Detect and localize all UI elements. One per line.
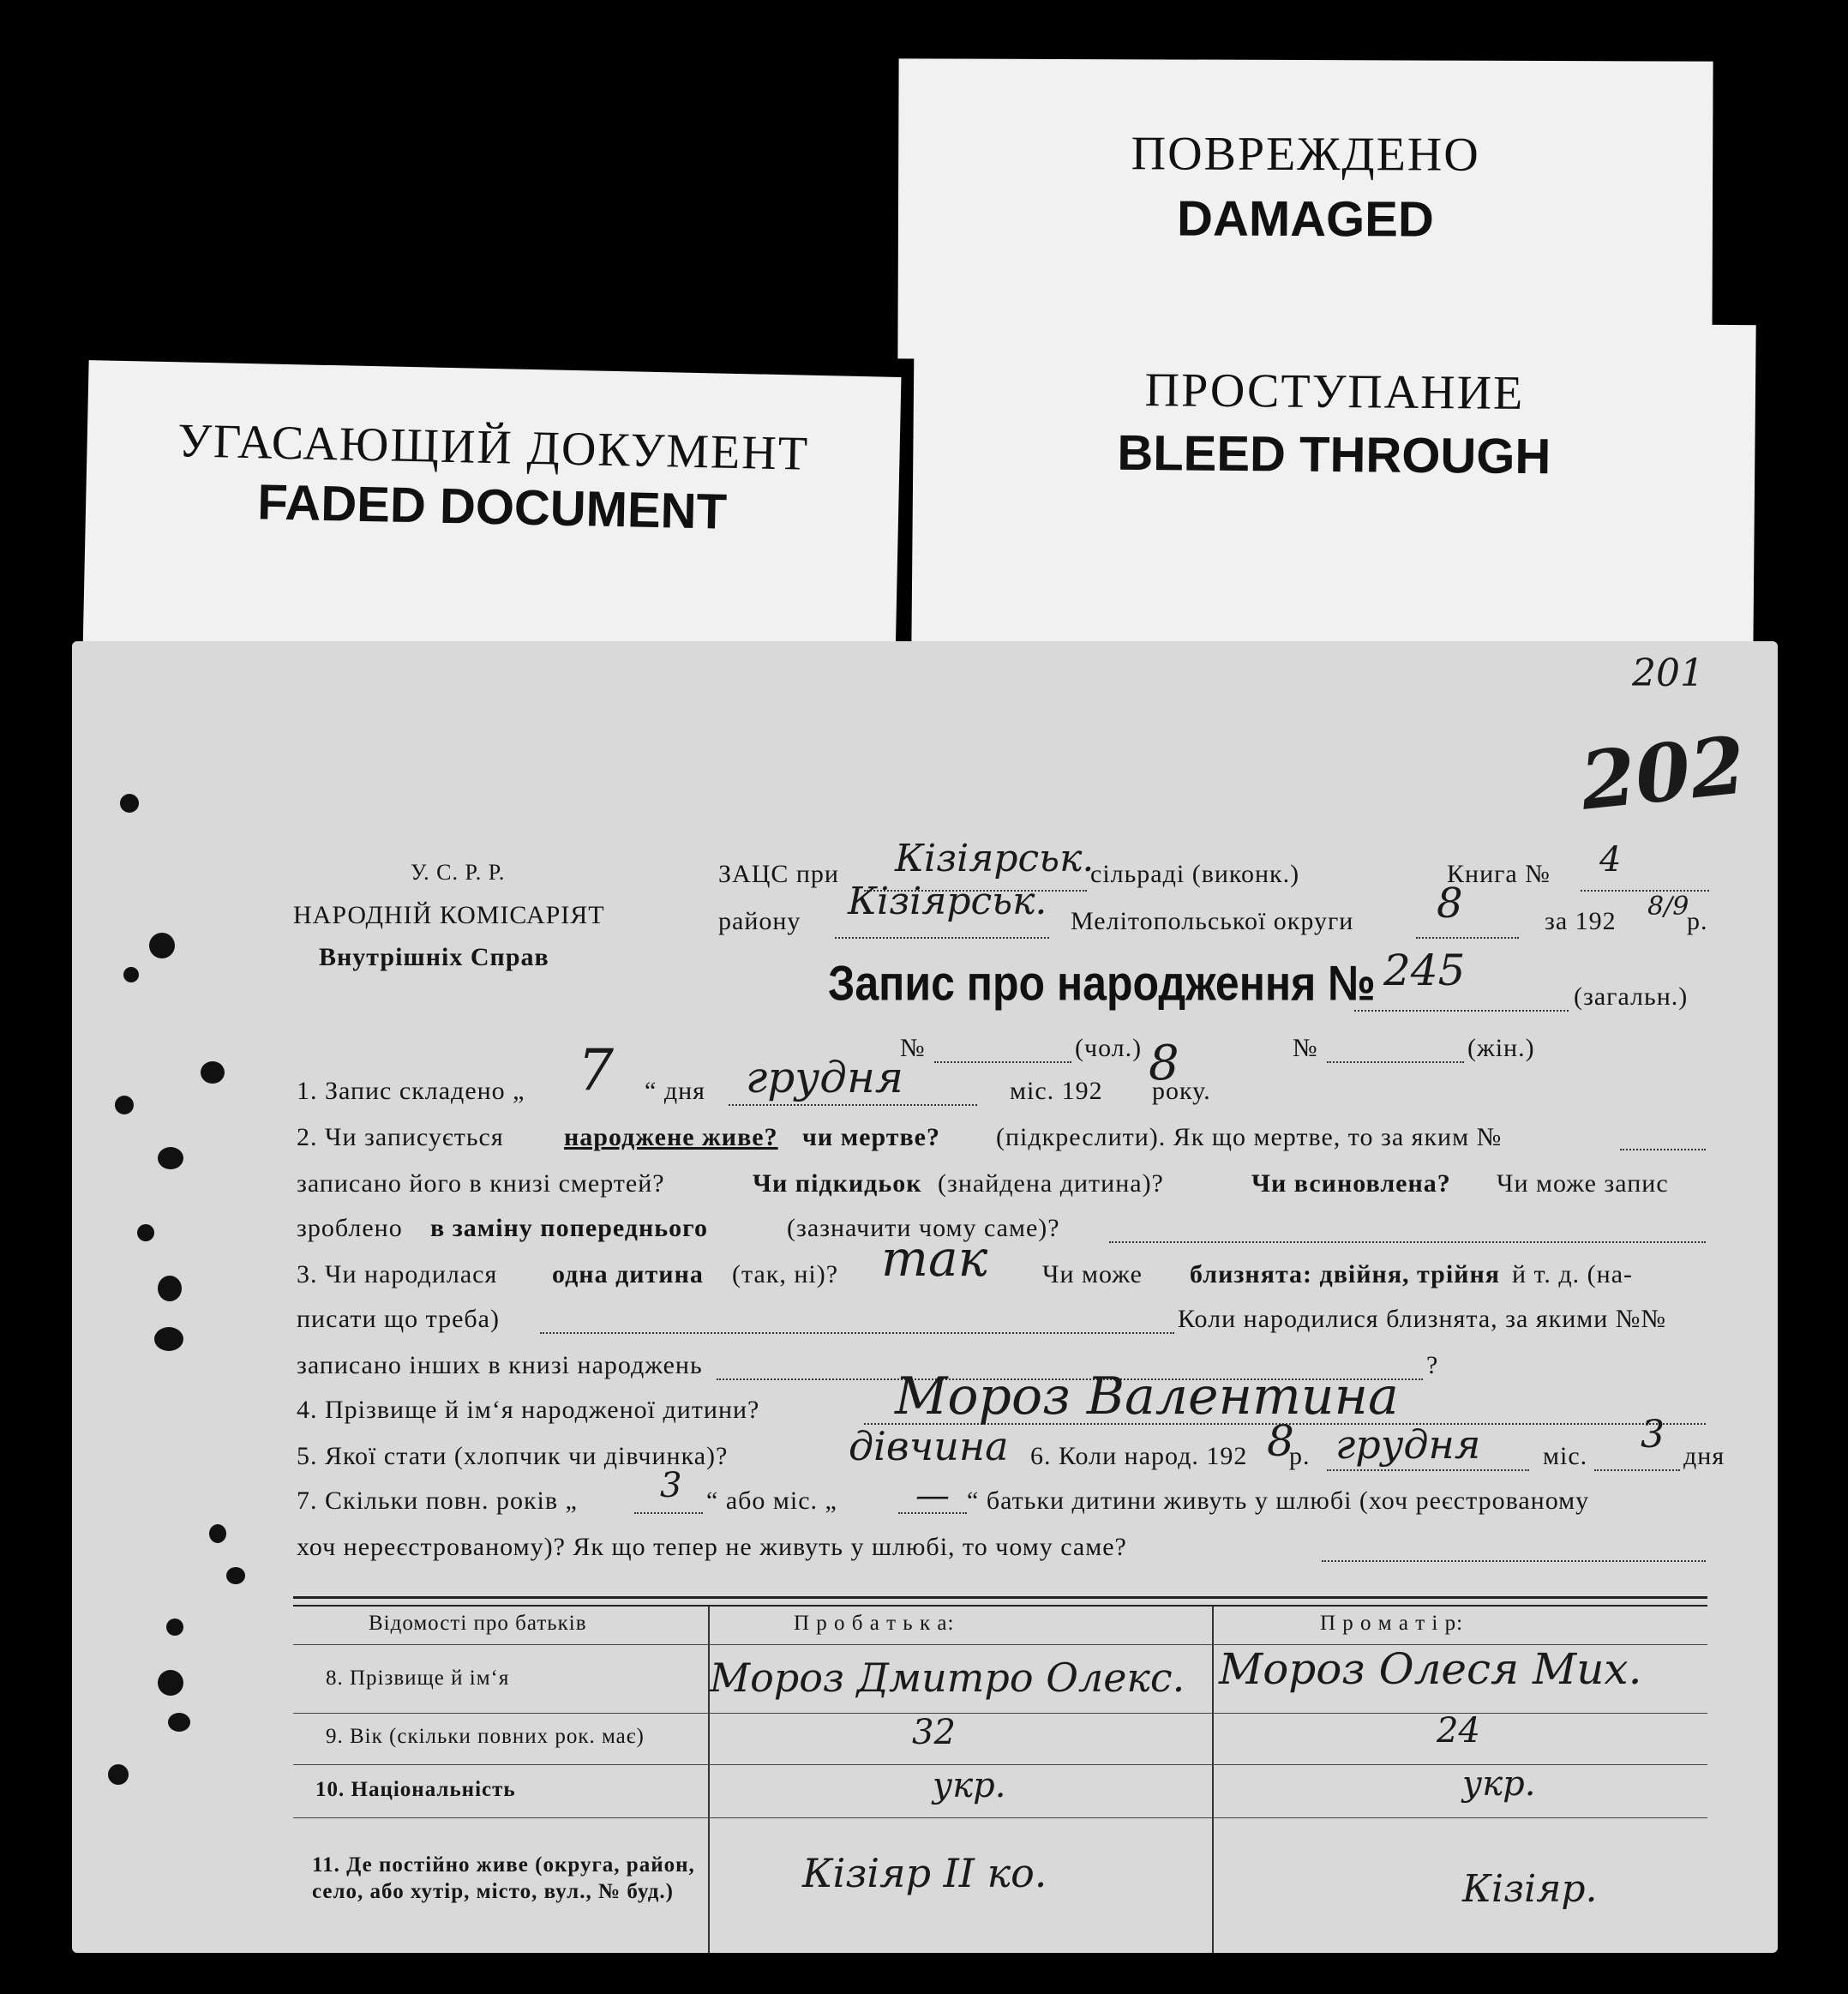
q2c-note: (зазначити чому саме)? <box>787 1214 1060 1242</box>
bleed-tag-ru: ПРОСТУПАНИЕ <box>1144 363 1525 420</box>
q2c-dots <box>1109 1241 1706 1243</box>
book-label: Книга № <box>1447 860 1551 888</box>
q1-year: 8 <box>1149 1036 1179 1091</box>
bleed-tag-en: BLEED THROUGH <box>1117 424 1551 485</box>
female-dots <box>1327 1061 1464 1063</box>
district-mark-dots <box>1416 937 1519 939</box>
old-page-number: 201 <box>1632 652 1704 695</box>
table-row-divider <box>293 1713 1707 1714</box>
q4-label: 4. Прізвище й ім‘я народженої дитини? <box>297 1396 760 1424</box>
q3-value: так <box>881 1229 988 1288</box>
faded-tag-en: FADED DOCUMENT <box>256 474 728 540</box>
header-commissariat: НАРОДНІЙ КОМІСАРІЯТ <box>293 901 605 929</box>
table-header-parents: Відомості про батьків <box>369 1612 587 1635</box>
punch-hole <box>166 1619 183 1636</box>
year-prefix: за 192 <box>1545 907 1617 935</box>
q3-one-child: одна дитина <box>552 1260 704 1288</box>
q7-text: “ батьки дитини живуть у шлюбі (хоч реєстрованому <box>967 1486 1590 1515</box>
q6-month-dots <box>1327 1469 1529 1471</box>
q1-year-prefix: міс. 192 <box>1010 1077 1103 1105</box>
zags-suffix: сільраді (виконк.) <box>1090 860 1300 888</box>
district-prefix: району <box>718 907 801 935</box>
mother-nationality: укр. <box>1462 1764 1536 1804</box>
q2-dead: чи мертве? <box>802 1123 940 1151</box>
punch-hole <box>149 933 175 958</box>
table-row-divider <box>293 1817 1707 1818</box>
q2b-text: записано його в книзі смертей? <box>297 1169 665 1198</box>
male-dots <box>934 1061 1071 1063</box>
faded-tag-ru: УГАСАЮЩИЙ ДОКУМЕНТ <box>177 414 810 481</box>
q3-yes-no: (так, ні)? <box>732 1260 839 1288</box>
district-mark: 8 <box>1437 880 1463 928</box>
father-nationality: укр. <box>933 1766 1006 1805</box>
q2-text: (підкреслити). Як що мертве, то за яким № <box>996 1123 1503 1151</box>
punch-hole <box>154 1327 183 1351</box>
q3-label: 3. Чи народилася <box>297 1260 498 1288</box>
punch-hole <box>209 1524 226 1543</box>
q6-year: 8 <box>1267 1416 1294 1466</box>
q7b-text: хоч нереєстрованому)? Як що тепер не живуть у шлюбі, то чому саме? <box>297 1533 1127 1561</box>
punch-hole <box>123 967 139 982</box>
q2c-text: зроблено <box>297 1214 403 1242</box>
q7-years-dots <box>634 1512 703 1514</box>
q5-sex: дівчина <box>849 1423 1009 1469</box>
q4-child-name: Мороз Валентина <box>895 1366 1399 1426</box>
q2-label: 2. Чи записується <box>297 1123 504 1151</box>
mother-age: 24 <box>1437 1711 1480 1751</box>
damaged-tag <box>897 58 1713 361</box>
table-top-border <box>293 1596 1707 1599</box>
q2b-end: Чи може запис <box>1497 1169 1669 1198</box>
female-no: № <box>1293 1034 1318 1062</box>
q1-month: грудня <box>746 1053 904 1102</box>
zags-prefix: ЗАЦС при <box>718 860 839 888</box>
q3c-q: ? <box>1426 1351 1439 1379</box>
q3c-text: записано інших в книзі народжень <box>297 1351 703 1379</box>
male-label: (чол.) <box>1075 1034 1143 1062</box>
q2b-found: (знайдена дитина)? <box>938 1169 1164 1198</box>
birth-record-card <box>72 641 1778 1953</box>
book-value: 4 <box>1599 840 1622 880</box>
district-value: Кізіярськ. <box>848 880 1047 923</box>
punch-hole <box>226 1567 245 1584</box>
general-label: (загальн.) <box>1574 982 1689 1011</box>
q3-etc: й т. д. (на- <box>1512 1260 1634 1288</box>
q1-month-dots <box>729 1104 977 1106</box>
q6-day: 3 <box>1641 1413 1665 1456</box>
record-number-dots <box>1354 1010 1569 1012</box>
q1-day-suffix: “ дня <box>645 1077 705 1105</box>
q6-dnia: дня <box>1683 1442 1725 1470</box>
female-label: (жін.) <box>1467 1034 1535 1062</box>
q3-may: Чи може <box>1042 1260 1143 1288</box>
q2b-adopted: Чи всиновлена? <box>1251 1169 1451 1198</box>
q7b-dots <box>1322 1560 1706 1562</box>
punch-hole <box>201 1061 225 1084</box>
bleed-through-tag <box>911 318 1755 660</box>
punch-hole <box>115 1096 134 1114</box>
q7-label: 7. Скільки повн. років „ <box>297 1486 578 1515</box>
mother-name: Мороз Олеся Мих. <box>1219 1644 1642 1694</box>
q3b-write: писати що треба) <box>297 1305 500 1333</box>
header-ussr: У. С. Р. Р. <box>411 860 506 885</box>
q6-r: р. <box>1289 1442 1311 1470</box>
q7-months: — <box>915 1476 950 1516</box>
q6-mis: міс. <box>1543 1442 1588 1470</box>
district-dots <box>835 937 1049 939</box>
q6-day-dots <box>1594 1469 1680 1471</box>
father-age: 32 <box>912 1713 956 1752</box>
record-title: Запис про народження № <box>828 955 1376 1012</box>
q3b-twins-when: Коли народилися близнята, за якими №№ <box>1178 1305 1667 1333</box>
q6-label: 6. Коли народ. 192 <box>1030 1442 1248 1470</box>
book-dots <box>1581 890 1709 892</box>
page-number: 202 <box>1575 718 1750 828</box>
table-top-border-inner <box>293 1605 1707 1607</box>
q3-twins: близнята: двійня, трійня <box>1190 1260 1500 1288</box>
q2-dots <box>1620 1149 1706 1150</box>
district-suffix: Мелітопольської округи <box>1071 907 1354 935</box>
row-label-name: 8. Прізвище й ім‘я <box>326 1667 510 1690</box>
punch-hole <box>158 1670 183 1696</box>
q2b-foundling: Чи підкидьок <box>753 1169 922 1198</box>
faded-document-tag <box>83 360 902 669</box>
q2c-replace: в заміну попереднього <box>430 1214 709 1242</box>
punch-hole <box>120 794 139 813</box>
table-header-mother: П р о м а т і р: <box>1320 1612 1464 1635</box>
mother-residence: Кізіяр. <box>1462 1867 1598 1911</box>
q1-year-suffix: року. <box>1152 1077 1211 1105</box>
q2-alive: народжене живе? <box>564 1123 778 1151</box>
row-label-age: 9. Вік (скільки повних рок. має) <box>326 1725 645 1748</box>
table-col-divider <box>1212 1607 1214 1953</box>
q7-months-label: “ або міс. „ <box>706 1486 837 1515</box>
q6-month: грудня <box>1335 1421 1481 1468</box>
punch-hole <box>168 1713 190 1732</box>
damaged-tag-en: DAMAGED <box>1177 190 1434 248</box>
q1-day: 7 <box>578 1037 614 1103</box>
header-internal-affairs: Внутрішніх Справ <box>319 943 549 971</box>
record-number: 245 <box>1383 946 1466 995</box>
punch-hole <box>158 1147 183 1169</box>
punch-hole <box>158 1276 182 1301</box>
father-name: Мороз Дмитро Олекс. <box>710 1655 1185 1701</box>
q5-label: 5. Якої стати (хлопчик чи дівчинка)? <box>297 1442 729 1470</box>
zags-value: Кізіярськ. <box>895 837 1095 880</box>
q3b-dots <box>540 1332 1174 1334</box>
row-label-nationality: 10. Національність <box>315 1778 516 1801</box>
male-no: № <box>900 1034 926 1062</box>
table-header-father: П р о б а т ь к а: <box>794 1612 955 1635</box>
father-residence: Кізіяр II ко. <box>802 1850 1047 1896</box>
punch-hole <box>137 1224 154 1241</box>
q1-label: 1. Запис складено „ <box>297 1077 525 1105</box>
damaged-tag-ru: ПОВРЕЖДЕНО <box>1131 127 1480 182</box>
punch-hole <box>108 1764 129 1785</box>
q7-years: 3 <box>660 1466 682 1505</box>
year-value: 8/9 <box>1647 892 1689 922</box>
row-label-residence: 11. Де постійно живе (округа, район, село, або хутір, місто, вул., № буд.) <box>312 1853 695 1903</box>
year-suffix: р. <box>1687 907 1708 935</box>
